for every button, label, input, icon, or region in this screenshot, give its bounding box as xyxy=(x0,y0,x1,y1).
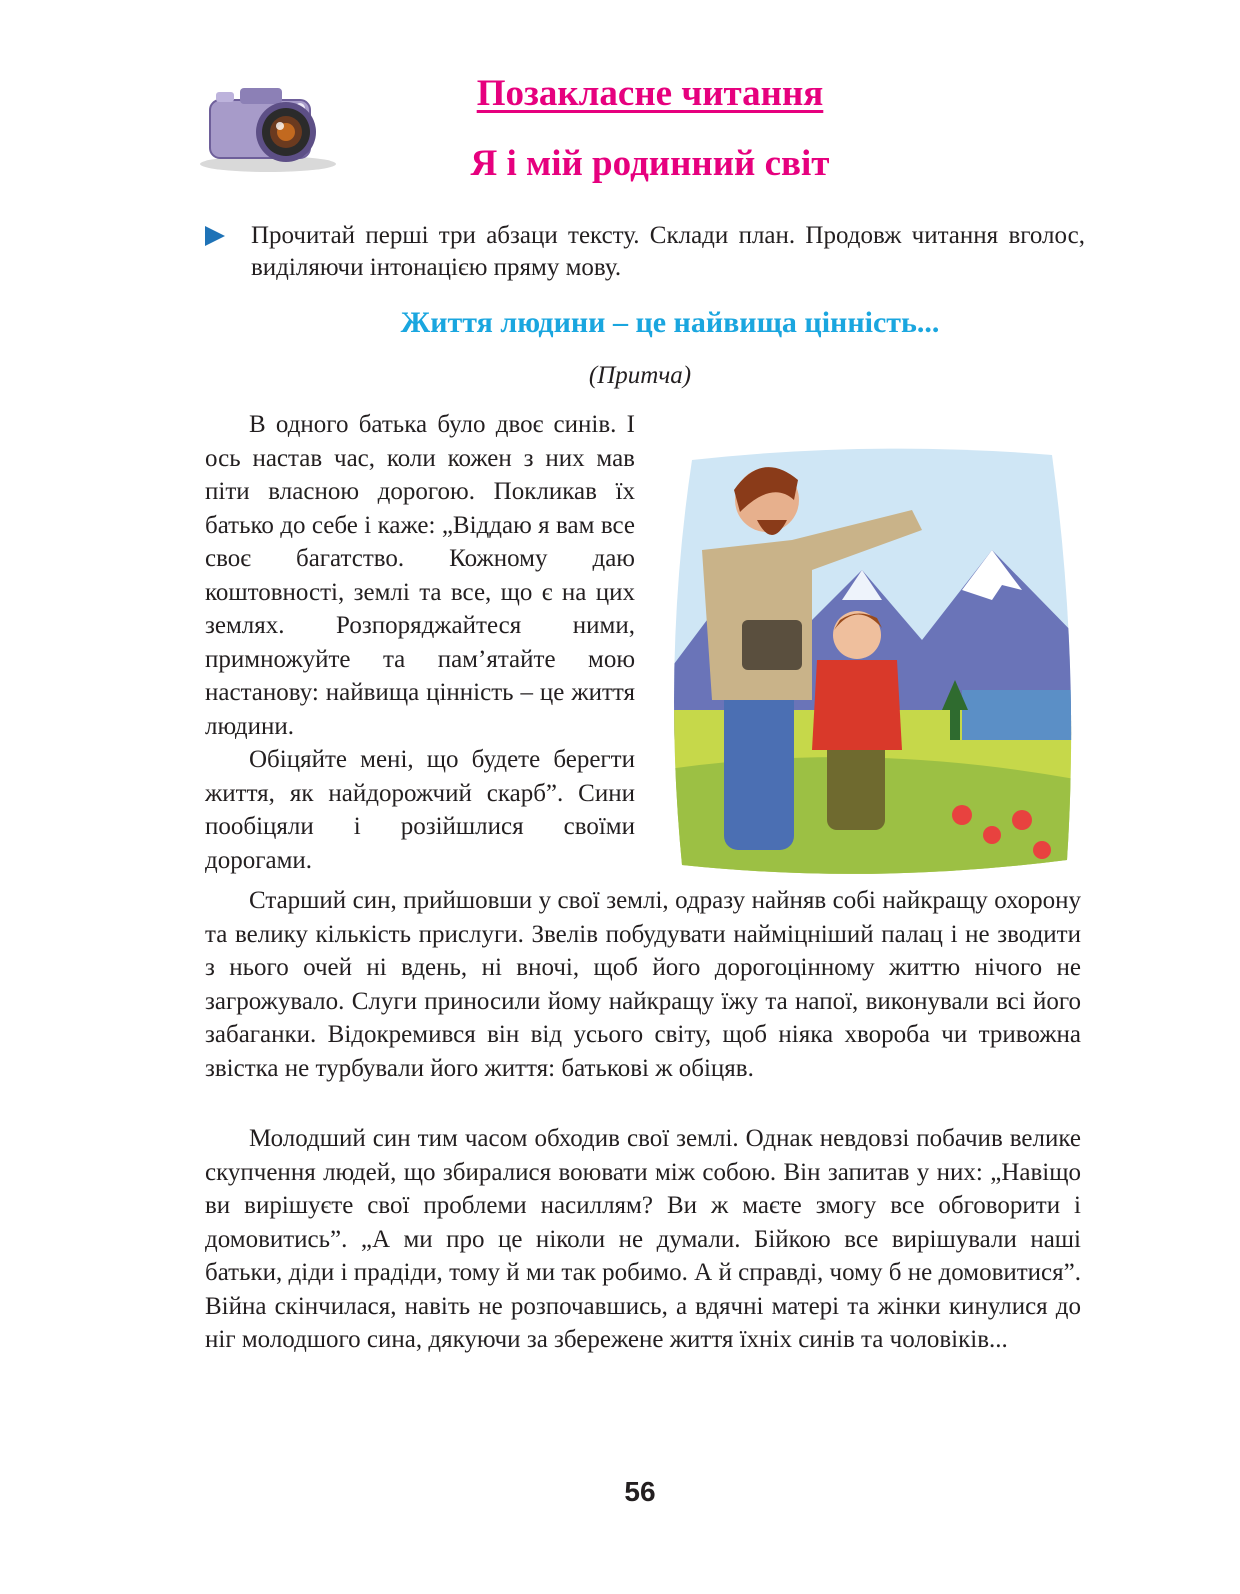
story-paragraph-2: Обіцяйте мені, що будете берегти життя, як найдорожчий скарб”. Сини пообіцяли і розійшлися своїми дорогами. xyxy=(205,746,635,874)
story-title: Життя людини – це найвища цінність... xyxy=(400,306,940,339)
task-text: Прочитай перші три абзаци тексту. Склади план. Продовж читання вголос, виділяючи інтонацією пряму мову. xyxy=(251,222,1085,281)
father-and-son-illustration xyxy=(662,440,1080,885)
page-number: 56 xyxy=(624,1476,656,1507)
section-subtitle: Я і мій родинний світ xyxy=(470,143,830,184)
triangle-marker-icon xyxy=(205,226,225,246)
story-paragraph-3: Старший син, прийшовши у свої землі, одразу найняв собі найкращу охорону та велику кількість прислуги. Звелів побудувати наймiцнiший палац і не зводити з нього очей ні вдень, ні вночі, щоб його дорогоцінному життю нічого не загрожувало. Слуги приносили йому найкращу їжу та напої, виконували всі його забаганки. Відокремився він від усього світу, щоб ніяка хвороба чи тривожна звістка не турбували його життя: батькові ж обіцяв. xyxy=(205,887,1081,1082)
task-block xyxy=(205,220,1085,284)
story-paragraph-4: Молодший син тим часом обходив свої землі. Однак невдовзі побачив велике скупчення людей, що збиралися воювати між собою. Він запитав у них: „Навіщо ви вирішуєте свої проблеми насиллям? Ви ж маєте змогу все обговорити і домовитись”. „А ми про це ніколи не думали. Бійкою все вирішували наші батьки, діди і прадіди, тому й ми так робимо. А й справді, чому б не домовитися”. Війна скінчилася, навіть не розпочавшись, а вдячні матері та жінки кинулися до ніг молодшого сина, дякуючи за збережене життя їхніх синів та чоловіків... xyxy=(205,1125,1081,1353)
story-paragraph-1: В одного батька було двоє синів. І ось настав час, коли кожен з них мав піти власною дорогою. Покликав їх батько до себе і каже: „Віддаю я вам все своє багатство. Кожному даю коштовності, землі та все, що є на цих землях. Розпоряджайтеся ними, примножуйте та пам’ятайте мою настанову: найвища цінність – це життя людини. xyxy=(205,411,635,740)
story-column-left xyxy=(205,408,635,877)
section-title: Позакласне читання xyxy=(476,73,824,114)
camera-icon xyxy=(196,78,338,174)
story-genre: (Притча) xyxy=(588,362,692,389)
